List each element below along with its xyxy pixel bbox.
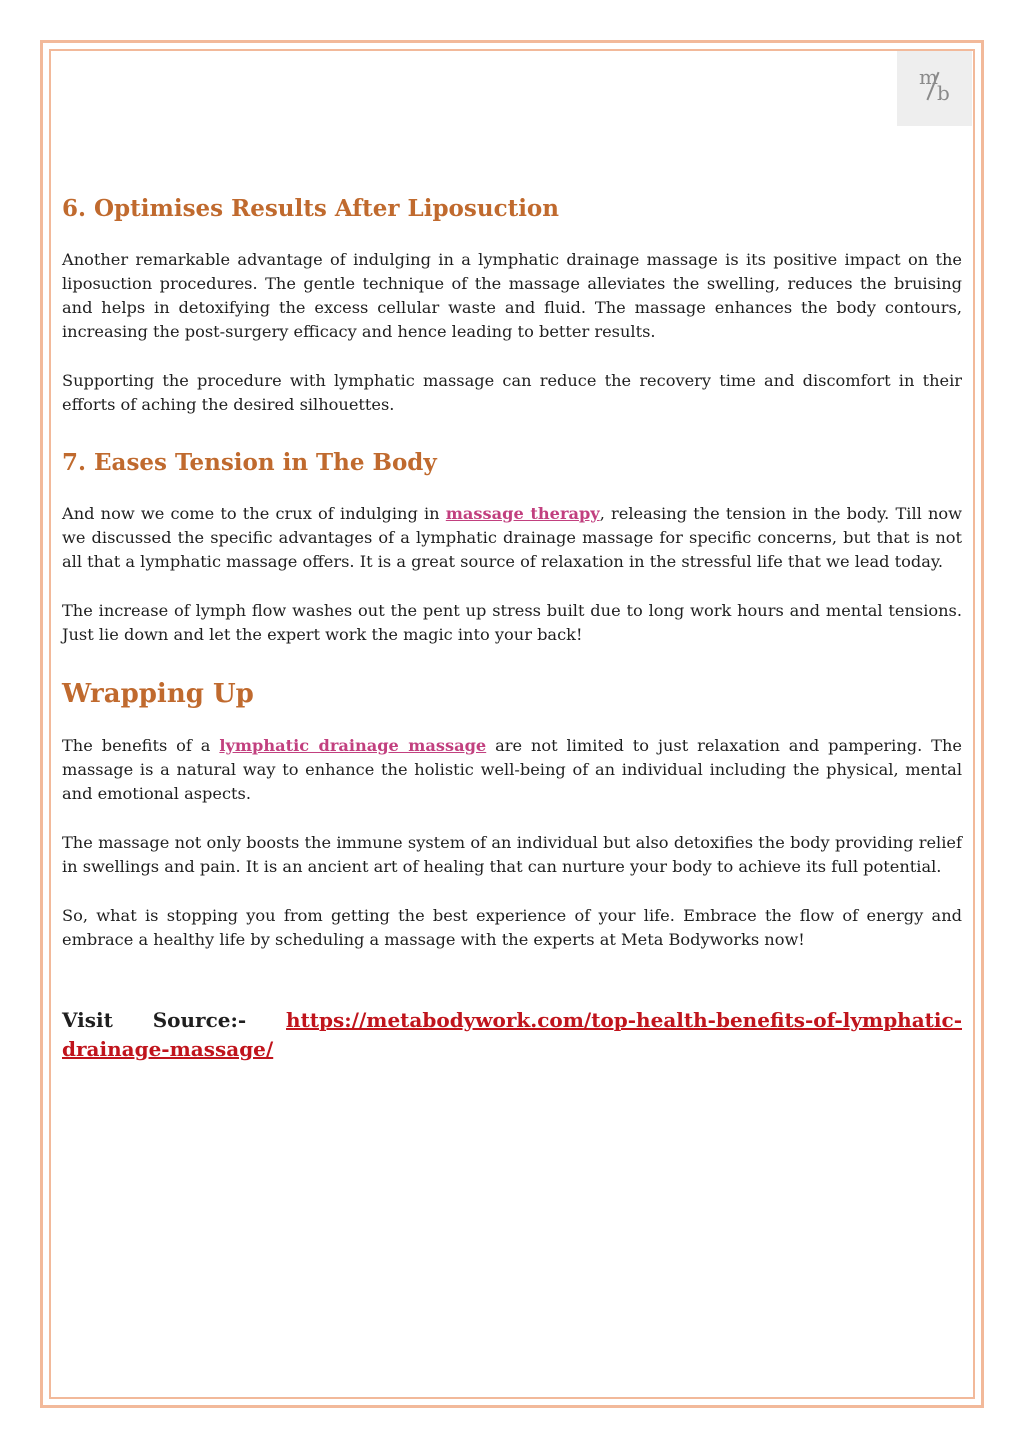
brand-logo [897, 51, 972, 126]
visit-source-label: Visit Source:- [62, 1008, 287, 1032]
visit-source-line [62, 1006, 962, 1064]
paragraph-liposuction-2: Supporting the procedure with lymphatic massage can reduce the recovery time and discomfort in their efforts of aching the desired silhouettes. [62, 371, 962, 414]
logo-letter-m: m [919, 65, 938, 89]
lymphatic-drainage-massage-link[interactable]: lymphatic drainage massage [219, 736, 487, 755]
logo-letter-b: b [937, 81, 950, 105]
massage-therapy-link[interactable]: massage therapy [445, 504, 600, 523]
heading-eases-tension: 7. Eases Tension in The Body [62, 449, 437, 476]
paragraph-wrapping-1-end: are not limited to just relaxation and pampering. The massage is a natural way to enhance the holistic well-being of an individual including the physical, mental and emotional aspects. [62, 736, 962, 803]
source-url-link[interactable]: https://metabodywork.com/top-health-benefits-of-lymphatic-drainage-massage/ [62, 1008, 962, 1061]
article-body [62, 188, 962, 1064]
paragraph-liposuction-1: Another remarkable advantage of indulging in a lymphatic drainage massage is its positive impact on the liposuction procedures. The gentle technique of the massage alleviates the swelling, reduces the bruising and helps in detoxifying the excess cellular waste and fluid. The massage enhances the body contours, increasing the post-surgery efficacy and hence leading to better results. [62, 250, 962, 341]
paragraph-tension-2: The increase of lymph flow washes out the pent up stress built due to long work hours and mental tensions. Just lie down and let the expert work the magic into your back! [62, 601, 962, 644]
heading-wrapping-up: Wrapping Up [62, 679, 254, 709]
heading-optimises-results: 6. Optimises Results After Liposuction [62, 195, 559, 222]
paragraph-tension-1-end: , releasing the tension in the body. Till now we discussed the specific advantages of a lymphatic drainage massage for specific concerns, but that is not all that a lymphatic massage offers. It is a great source of relaxation in the stressful life that we lead today. [62, 504, 963, 571]
paragraph-wrapping-2: The massage not only boosts the immune system of an individual but also detoxifies the body providing relief in swellings and pain. It is an ancient art of healing that can nurture your body to achieve its full potential. [62, 833, 962, 876]
paragraph-tension-1 [62, 502, 962, 574]
paragraph-wrapping-1 [62, 734, 962, 806]
paragraph-wrapping-1-start: The benefits of a [62, 736, 220, 755]
paragraph-wrapping-3: So, what is stopping you from getting the best experience of your life. Embrace the flow of energy and embrace a healthy life by scheduling a massage with the experts at Meta Bodyworks now! [62, 906, 962, 949]
paragraph-tension-1-start: And now we come to the crux of indulging in [62, 504, 446, 523]
